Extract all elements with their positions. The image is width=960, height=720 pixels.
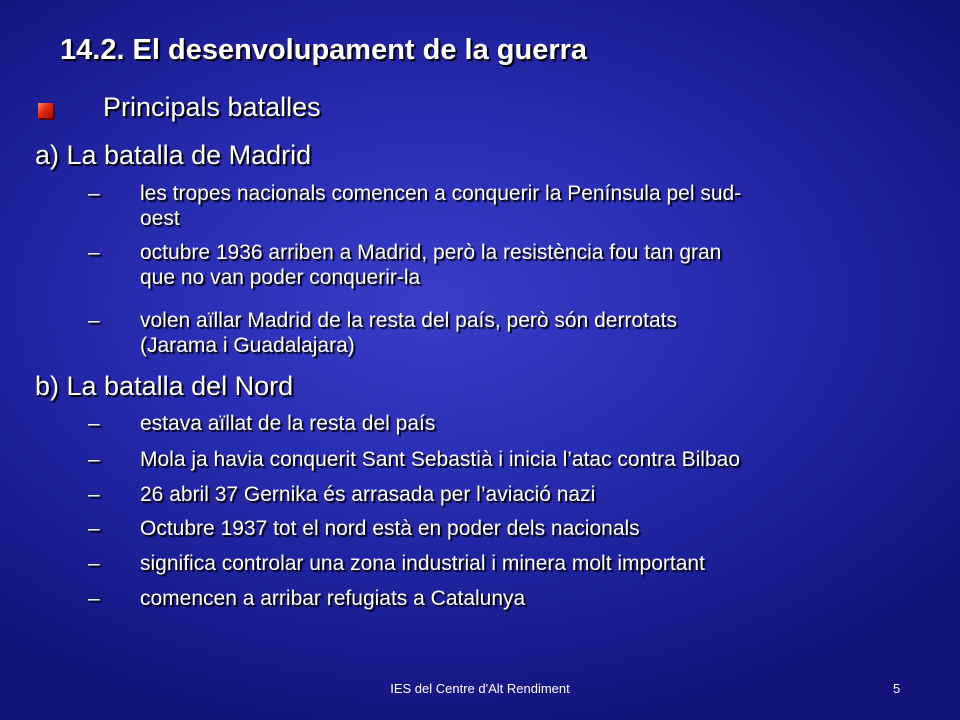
slide-title: 14.2. El desenvolupament de la guerra — [60, 34, 588, 66]
dash-bullet: – — [88, 448, 100, 471]
dash-bullet: – — [88, 309, 100, 332]
list-item-text: 26 abril 37 Gernika és arrasada per l’aviació nazi — [140, 483, 596, 506]
list-item-text: octubre 1936 arriben a Madrid, però la resistència fou tan gran que no van poder conquerir-la — [140, 241, 722, 289]
dash-bullet: – — [88, 552, 100, 575]
red-square-bullet-icon — [38, 103, 53, 118]
list-item-text: les tropes nacionals comencen a conquerir la Península pel sud- oest — [140, 182, 742, 230]
list-item-text: volen aïllar Madrid de la resta del país, però són derrotats (Jarama i Guadalajara) — [140, 309, 677, 357]
list-item-text: Mola ja havia conquerit Sant Sebastià i inicia l’atac contra Bilbao — [140, 448, 741, 471]
dash-bullet: – — [88, 483, 100, 506]
main-bullet — [38, 91, 53, 125]
dash-bullet: – — [88, 412, 100, 435]
section-heading-nord: b) La batalla del Nord — [35, 371, 294, 401]
dash-bullet: – — [88, 587, 100, 610]
list-item-text: estava aïllat de la resta del país — [140, 412, 436, 435]
dash-bullet: – — [88, 182, 100, 205]
page-number: 5 — [893, 681, 901, 696]
footer-text: IES del Centre d'Alt Rendiment — [390, 681, 570, 696]
section-heading-madrid: a) La batalla de Madrid — [35, 140, 312, 170]
list-item-text: significa controlar una zona industrial i minera molt important — [140, 552, 705, 575]
dash-bullet: – — [88, 241, 100, 264]
list-item-text: Octubre 1937 tot el nord està en poder dels nacionals — [140, 517, 640, 540]
dash-bullet: – — [88, 517, 100, 540]
list-item-text: comencen a arribar refugiats a Catalunya — [140, 587, 526, 610]
main-bullet-text: Principals batalles — [103, 92, 321, 122]
